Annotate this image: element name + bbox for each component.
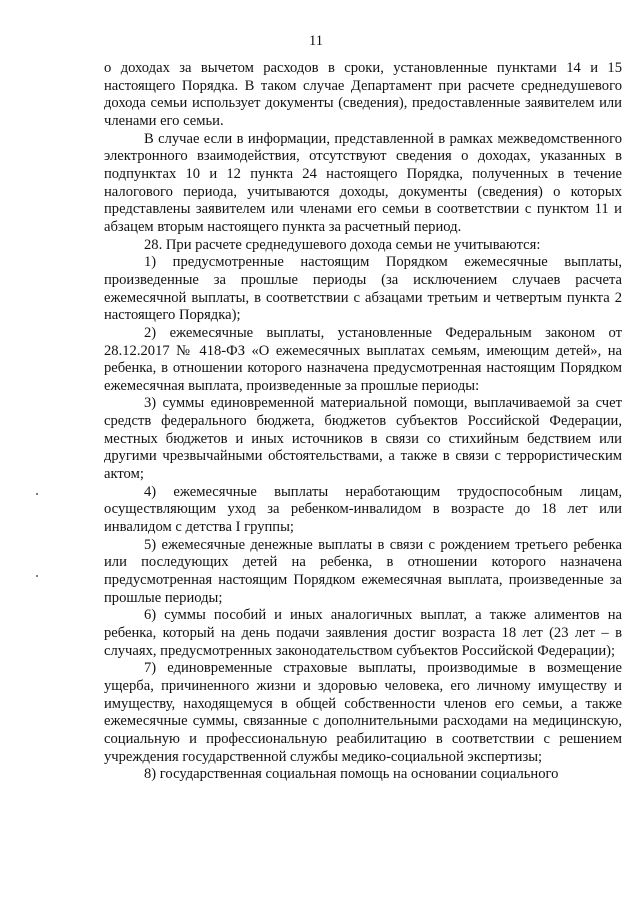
scan-margin-mark [36, 575, 38, 577]
paragraph-item-28-7: 7) единовременные страховые выплаты, производимые в возмещение ущерба, причиненного жизни и здоровью человека, его личному имуществу и имуществу, находящемуся в общей собственности членов его семьи, а также ежемесячные суммы, связанные с дополнительными расходами на медицинскую, социальную и профессиональную реабилитацию в соответствии с решением учреждения государственной службы медико-социальной экспертизы; [104, 660, 622, 765]
scan-margin-mark [36, 493, 38, 495]
paragraph-item-28-6: 6) суммы пособий и иных аналогичных выплат, а также алиментов на ребенка, который на день подачи заявления достиг возраста 18 лет (23 лет – в случаях, предусмотренных законодательством субъектов Российской Федерации); [104, 607, 622, 659]
paragraph-item-28-5: 5) ежемесячные денежные выплаты в связи с рождением третьего ребенка или последующих детей на ребенка, в отношении которого назначена предусмотренная настоящим Порядком ежемесячная выплата, произведенные за прошлые периоды; [104, 536, 622, 606]
paragraph-item-28-3: 3) суммы единовременной материальной помощи, выплачиваемой за счет средств федерального бюджета, бюджетов субъектов Российской Федерации, местных бюджетов и иных источников в связи со стихийным бедствием или другими чрезвычайными обстоятельствами, а также в связи с террористическим актом; [104, 395, 622, 483]
paragraph-interagency: В случае если в информации, представленной в рамках межведомственного электронного взаимодействия, отсутствуют сведения о доходах, указанных в подпунктах 10 и 12 пункта 24 настоящего Порядка, полученных в течение налогового периода, учитываются доходы, документы (сведения) о которых представлены заявителем или членами его семьи в соответствии с пунктом 11 и абзацем вторым настоящего пункта за расчетный период. [104, 130, 622, 235]
paragraph-continuation: о доходах за вычетом расходов в сроки, установленные пунктами 14 и 15 настоящего Порядка. В таком случае Департамент при расчете среднедушевого дохода семьи использует документы (сведения), предоставленные заявителем или членами его семьи. [104, 60, 622, 129]
paragraph-item-28-2: 2) ежемесячные выплаты, установленные Федеральным законом от 28.12.2017 № 418-ФЗ «О ежемесячных выплатах семьям, имеющим детей», на ребенка, в отношении которого назначена предусмотренная настоящим Порядком ежемесячная выплата, произведенные за прошлые периоды: [104, 324, 622, 394]
paragraph-item-28-1: 1) предусмотренные настоящим Порядком ежемесячные выплаты, произведенные за прошлые периоды (за исключением случаев расчета ежемесячной выплаты, в соответствии с абзацами третьим и четвертым пункта 2 настоящего Порядка); [104, 254, 622, 324]
document-body [104, 60, 622, 784]
paragraph-item-28: 28. При расчете среднедушевого дохода семьи не учитываются: [144, 236, 541, 253]
paragraph-item-28-4: 4) ежемесячные выплаты неработающим трудоспособным лицам, осуществляющим уход за ребенком-инвалидом в возрасте до 18 лет или инвалидом с детства I группы; [104, 483, 622, 536]
page-number: 11 [309, 33, 323, 49]
paragraph-item-28-8: 8) государственная социальная помощь на основании социального [144, 766, 559, 783]
